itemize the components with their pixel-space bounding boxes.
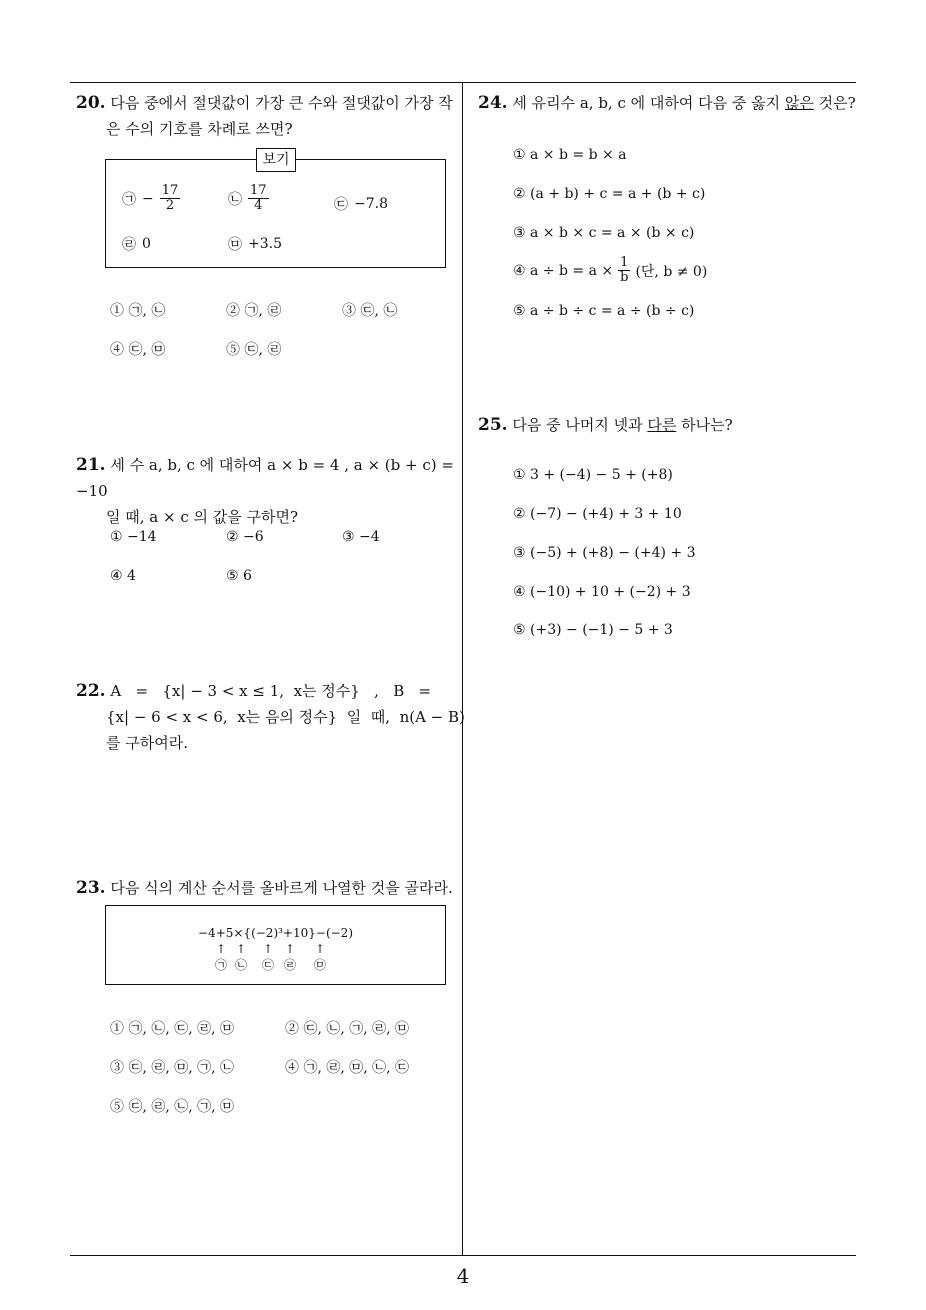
answer-option[interactable]: ⑤ ㉢, ㉣, ㉡, ㉠, ㉤ xyxy=(110,1099,235,1115)
order-markers xyxy=(106,942,445,982)
answer-option[interactable]: ⑤ a ÷ b ÷ c = a ÷ (b ÷ c) xyxy=(513,303,695,319)
answer-option[interactable]: ④ (−10) + 10 + (−2) + 3 xyxy=(513,584,691,600)
question-text-line: 세 수 a, b, c 에 대하여 a × b = 4 , a × (b + c) = −10 xyxy=(76,456,454,500)
question-text-line: 은 수의 기호를 차례로 쓰면? xyxy=(106,120,293,138)
arrow-up-icon: ↑ xyxy=(215,942,227,956)
question-text-line: 일 때, a × c 의 값을 구하면? xyxy=(106,508,299,526)
question-number: 25. xyxy=(478,415,508,435)
answer-option[interactable]: ⑤ 6 xyxy=(226,568,252,584)
expression: −4+5×{(−2)³+10}−(−2) xyxy=(198,926,353,940)
question-25 xyxy=(478,412,858,438)
item-mark: ㉣ xyxy=(122,237,136,253)
answer-option[interactable]: ② −6 xyxy=(226,529,264,545)
example-item-a xyxy=(122,184,180,213)
example-item-d xyxy=(122,234,151,254)
expression-box xyxy=(105,905,446,985)
answer-option[interactable]: ① ㉠, ㉡, ㉢, ㉣, ㉤ xyxy=(110,1021,235,1037)
answer-option[interactable]: ① ㉠, ㉡ xyxy=(110,303,166,319)
answer-option[interactable]: ① 3 + (−4) − 5 + (+8) xyxy=(513,467,673,483)
question-21 xyxy=(76,452,461,530)
question-text: 다음 중 나머지 넷과 xyxy=(512,416,648,434)
answer-option[interactable]: ② (−7) − (+4) + 3 + 10 xyxy=(513,506,682,522)
answer-option[interactable]: ④ 4 xyxy=(110,568,136,584)
bottom-rule xyxy=(70,1255,856,1256)
fraction-denominator: 2 xyxy=(165,198,175,213)
order-mark: ㉣ xyxy=(283,958,296,972)
underlined-keyword: 다른 xyxy=(647,416,677,434)
order-mark: ㉤ xyxy=(313,958,326,972)
item-mark: ㉡ xyxy=(228,191,242,208)
answer-option[interactable]: ② ㉠, ㉣ xyxy=(226,303,282,319)
item-value: +3.5 xyxy=(248,236,282,252)
column-divider xyxy=(462,82,463,1256)
item-value: 0 xyxy=(142,236,151,252)
answer-option[interactable]: ⑤ ㉢, ㉣ xyxy=(226,342,282,358)
question-text-line: A = {x| − 3 < x ≤ 1, x는 정수} , B = xyxy=(110,682,432,700)
question-22 xyxy=(76,678,465,756)
arrow-up-icon: ↑ xyxy=(235,942,247,956)
option-text: (단, b ≠ 0) xyxy=(635,263,708,280)
underlined-keyword: 않은 xyxy=(784,94,814,112)
example-box xyxy=(105,152,446,268)
question-text: 세 유리수 a, b, c 에 대하여 다음 중 옳지 xyxy=(512,94,785,112)
order-mark: ㉡ xyxy=(234,958,247,972)
arrow-up-icon: ↑ xyxy=(262,942,274,956)
arrow-up-icon: ↑ xyxy=(284,942,296,956)
example-item-e xyxy=(228,234,282,254)
fraction-denominator: b xyxy=(620,270,629,285)
example-item-b xyxy=(228,184,269,213)
order-mark: ㉢ xyxy=(261,958,274,972)
question-20 xyxy=(76,90,456,142)
fraction xyxy=(618,256,630,285)
answer-option[interactable]: ④ ㉠, ㉣, ㉤, ㉡, ㉢ xyxy=(285,1060,410,1076)
question-text-line: 다음 중에서 절댓값이 가장 큰 수와 절댓값이 가장 작 xyxy=(110,94,453,112)
question-text-line: 를 구하여라. xyxy=(106,734,188,752)
question-23 xyxy=(76,875,461,901)
question-number: 21. xyxy=(76,455,106,475)
answer-option[interactable]: ① a × b = b × a xyxy=(513,147,627,163)
box-title: 보기 xyxy=(256,148,296,172)
answer-option[interactable]: ③ ㉢, ㉡ xyxy=(342,303,398,319)
question-number: 22. xyxy=(76,681,106,701)
top-rule xyxy=(70,82,856,83)
answer-option[interactable]: ③ ㉢, ㉣, ㉤, ㉠, ㉡ xyxy=(110,1060,235,1076)
answer-option[interactable]: ④ ㉢, ㉤ xyxy=(110,342,166,358)
example-item-c xyxy=(334,194,388,214)
answer-option[interactable]: ② (a + b) + c = a + (b + c) xyxy=(513,186,706,202)
answer-option[interactable]: ③ −4 xyxy=(342,529,380,545)
question-text: 것은? xyxy=(813,94,856,112)
option-text: ④ a ÷ b = a × xyxy=(513,262,614,279)
answer-option[interactable] xyxy=(513,256,707,285)
question-number: 24. xyxy=(478,93,508,113)
fraction-numerator: 17 xyxy=(250,183,267,198)
item-mark: ㉢ xyxy=(334,197,348,213)
arrow-up-icon: ↑ xyxy=(314,942,326,956)
question-number: 23. xyxy=(76,878,106,898)
question-text: 하나는? xyxy=(676,416,733,434)
item-mark: ㉠ xyxy=(122,191,136,208)
answer-option[interactable]: ① −14 xyxy=(110,529,157,545)
fraction-denominator: 4 xyxy=(254,198,263,213)
answer-option[interactable]: ② ㉢, ㉡, ㉠, ㉣, ㉤ xyxy=(285,1021,410,1037)
page-number: 4 xyxy=(456,1264,470,1288)
answer-option[interactable]: ③ (−5) + (+8) − (+4) + 3 xyxy=(513,545,696,561)
fraction xyxy=(160,184,181,213)
question-text-line: 다음 식의 계산 순서를 올바르게 나열한 것을 골라라. xyxy=(110,879,453,897)
question-24 xyxy=(478,90,858,116)
question-text-line: {x| − 6 < x < 6, x는 음의 정수} 일 때, n(A − B) xyxy=(106,708,465,726)
answer-option[interactable]: ⑤ (+3) − (−1) − 5 + 3 xyxy=(513,622,673,638)
question-number: 20. xyxy=(76,93,106,113)
fraction-numerator: 1 xyxy=(620,255,629,270)
item-mark: ㉤ xyxy=(228,237,242,253)
item-sign: − xyxy=(142,190,154,207)
order-mark: ㉠ xyxy=(214,958,227,972)
fraction xyxy=(248,184,269,213)
answer-option[interactable]: ③ a × b × c = a × (b × c) xyxy=(513,225,695,241)
item-value: −7.8 xyxy=(354,196,388,212)
fraction-numerator: 17 xyxy=(161,183,179,198)
